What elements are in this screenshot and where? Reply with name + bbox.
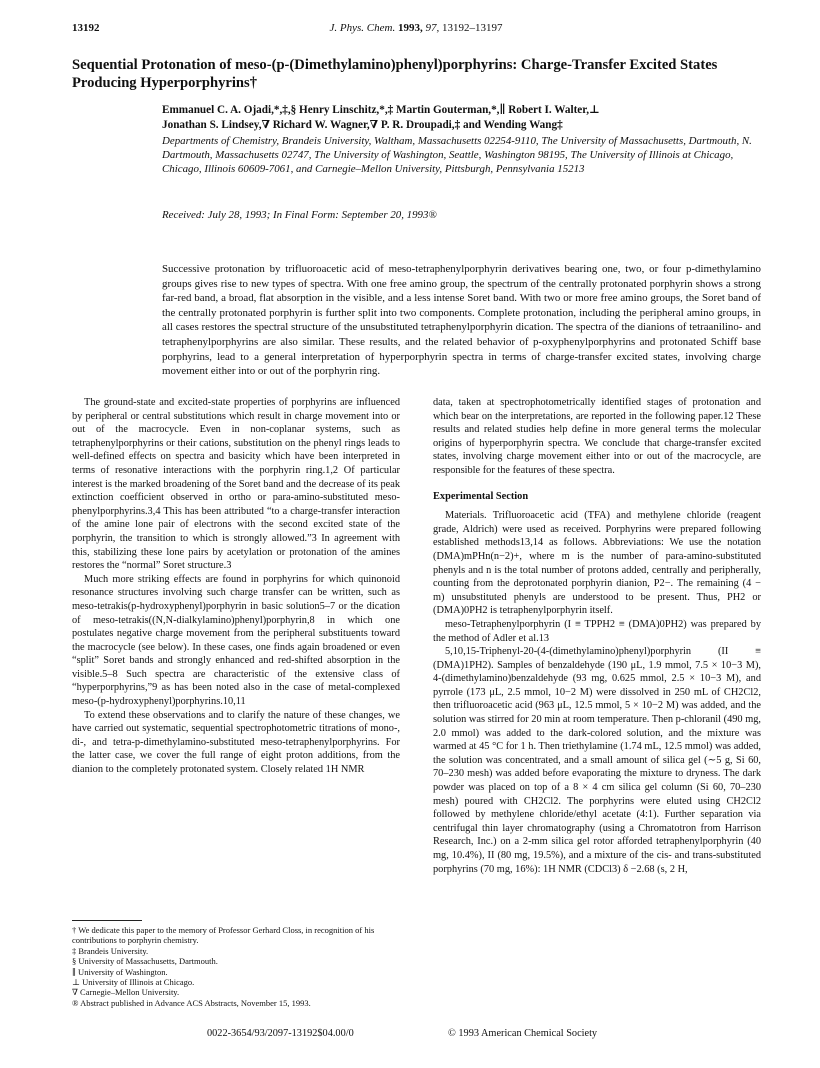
footnote: ∇ Carnegie–Mellon University. xyxy=(72,987,180,998)
paragraph-intro-3: To extend these observations and to clarify the nature of these changes, we have carried out systematic, sequential spectrophotometric titrations of mono-, di-, and tetra-p-dimethylamino-substituted meso-tetraphenylporphyrins. For the latter case, we cover the full range of eight proton additions, from the dianion to the completely protonated system. Closely related 1H NMR xyxy=(72,709,400,776)
footnote: † We dedicate this paper to the memory of Professor Gerhard Closs, in recognition of his contributions to porphyrin chemistry. xyxy=(72,925,375,946)
body-column-left xyxy=(72,396,400,777)
body-column-right xyxy=(433,396,761,876)
journal-citation xyxy=(72,22,760,34)
journal-name: J. Phys. Chem. xyxy=(329,22,396,34)
footnote: ® Abstract published in Advance ACS Abstracts, November 15, 1993. xyxy=(72,997,311,1008)
footnote: ⊥ University of Illinois at Chicago. xyxy=(72,977,195,988)
abstract: Successive protonation by trifluoroacetic acid of meso-tetraphenylporphyrin derivatives bearing one, two, or four p-dimethylamino groups gives rise to new types of spectra. With one free amino group, the spectrum of the centrally protonated porphyrin shows a strong far-red band, a broad, flat absorption in the visible, and a less intense Soret band. With two or more free amino groups, the Soret band of the centrally protonated porphyrin is further split into two components. Complete protonation, including the peripheral amino groups, in all cases restores the spectral structure of the unsubstituted tetraphenylporphyrin dication. The spectra of the dianions of tetraanilino- and tetraphenylporphyrins are also similar. These results, and the related behavior of p-oxyphenylporphyrins and protonated Schiff base porphyrins, lead to a general interpretation of hyperporphyrin spectra in terms of charge-transfer excited states, involving charge movement either into or out of the porphyrin ring. xyxy=(162,263,761,378)
paragraph-compound-ii: 5,10,15-Triphenyl-20-(4-(dimethylamino)phenyl)porphyrin (II ≡ (DMA)1PH2). Samples of benzaldehyde (190 μL, 1.9 mmol, 7.5 × 10−3 M), 4-(dimethylamino)benzaldehyde (93 mg, 0.625 mmol, 2.5 × 10−3 M), and pyrrole (173 μL, 2.5 mmol, 10−2 M) were dissolved in 250 mL of CH2Cl2, then trifluoroacetic acid (963 μL, 12.5 mmol, 5 × 10−2 M) was added, and the solution was stirred for 20 min at room temperature. Then p-chloranil (490 mg, 2.0 mmol) was added to the dark-colored solution, and the mixture was warmed at 45 °C for 1 h. Then triethylamine (1.74 mL, 12.5 mmol) was added, the solution was concentrated, and a small amount of silica gel (∼5 g, Si 60, 70–230 mesh) was added before evaporating the mixture to dryness. The dark powder was placed on top of a 8 × 4 cm silica gel column (Si 60, 70–230 mesh) poured with CH2Cl2. The porphyrins were eluted using CH2Cl2 followed by methylene chloride/ethyl acetate (4:1). Further separation via centrifugal thin layer chromatography (using a Chromatotron from Harrison Research, Inc.) on a 2-mm silica gel rotor afforded tetraphenylporphyrin (40 mg, 10.4%), II (80 mg, 19.5%), and a mixture of the cis- and trans-substituted porphyrins (70 mg, 16%): 1H NMR (CDCl3) δ −2.68 (s, 2 H, xyxy=(433,646,761,875)
paragraph-intro-1: The ground-state and excited-state properties of porphyrins are influenced by peripheral or central substitutions which result in charge movement into or out of the macrocycle. Even in non-coplanar systems, such as tetraphenylporphyrins or their cations, substitution on the phenyl rings leads to well-defined effects on spectra and basicity which have been interpreted in terms of resonative interactions with the porphyrin ring.1,2 Of particular interest is the marked broadening of the Soret band and the decrease of its peak extinction coefficient observed in ortho or para-amino-substituted meso-phenylporphyrins.3,4 This has been attributed “to a charge-transfer interaction of the amine lone pair of electrons with the second excited state of the porphyrin, the transition to which is strongly allowed.”3 In agreement with this, stabilizing these lone pairs by acetylation or protonation of the amines restores the “normal” Soret structure.3 xyxy=(72,397,401,572)
running-header xyxy=(72,22,760,40)
page-number: 13192 xyxy=(72,22,100,34)
footnote: § University of Massachusetts, Dartmouth. xyxy=(72,956,218,967)
footnote: ‡ Brandeis University. xyxy=(72,945,149,956)
paragraph-intro-4: data, taken at spectrophotometrically identified stages of protonation and which bear on the interpretations, are reported in the following paper.12 These results and related studies help define in more general terms the molecular origins of hyperporphyrin spectra. We conclude that charge-transfer excited states, involving charge movement either into or out of the macrocycle, are responsible for the features of these spectra. xyxy=(433,397,761,476)
author-list xyxy=(162,103,762,132)
paragraph-materials: Materials. Trifluoroacetic acid (TFA) and methylene chloride (reagent grade, Aldrich) were used as received. Porphyrins were prepared following established methods13,14 as follows. Abbreviations: We use the notation (DMA)mPHn(n−2)+, where m is the number of para-amino-substituted phenyls and n is the total number of protons added, centrally and peripherally, counting from the deprotonated porphyrin dianion, P2−. The remaining (4 − m) unsubstituted phenyls are understood to be present. Thus, PH2 or (DMA)0PH2 is tetraphenylporphyrin itself. xyxy=(433,510,761,617)
journal-pages: 13192–13197 xyxy=(441,22,503,34)
journal-volume: 97, xyxy=(425,22,440,34)
paragraph-compound-i: meso-Tetraphenylporphyrin (I ≡ TPPH2 ≡ (DMA)0PH2) was prepared by the method of Adler et al.13 xyxy=(433,618,761,644)
affiliations: Departments of Chemistry, Brandeis University, Waltham, Massachusetts 02254-9110, The University of Massachusetts, Dartmouth, N. Dartmouth, Massachusetts 02747, The University of Washington, Seattle, Washington 98195, The University of Illinois at Chicago, Chicago, Illinois 60609-7061, and Carnegie–Mellon University, Pittsburgh, Pennsylvania 15213 xyxy=(162,135,752,175)
section-heading-experimental: Experimental Section xyxy=(433,490,529,502)
copyright: © 1993 American Chemical Society xyxy=(448,1028,598,1039)
received-dates: Received: July 28, 1993; In Final Form: September 20, 1993® xyxy=(162,209,437,221)
article-code: 0022-3654/93/2097-13192$04.00/0 xyxy=(207,1028,354,1039)
footnote-rule xyxy=(72,920,142,921)
footnotes xyxy=(72,920,400,1008)
footnote: ∥ University of Washington. xyxy=(72,966,168,977)
article-title: Sequential Protonation of meso-(p-(Dimethylamino)phenyl)porphyrins: Charge-Transfer Excited States Producing Hyperporphyrins† xyxy=(72,57,718,91)
paragraph-intro-2: Much more striking effects are found in porphyrins for which quinonoid resonance structures involving such charge transfer can be written, such as meso-tetrakis(p-hydroxyphenyl)porphyrin in basic solution5–7 or the dication of meso-tetrakis((N,N-dialkylamino)phenyl)porphyrin,8 in which one postulates negative charge movement from the peripheral substituents toward the macrocycle (see below). In these cases, one finds again broadened or even “split” Soret bands and strongly enhanced and red-shifted absorption in the visible.5–8 Such spectra are characteristic of the extensive class of “hyperporphyrins,”9 as has been noted also in the case of metal-complexed meso-(p-hydroxyphenyl)porphyrins.10,11 xyxy=(72,573,400,708)
author-line-1: Emmanuel C. A. Ojadi,*,‡,§ Henry Linschitz,*,‡ Martin Gouterman,*,∥ Robert I. Walter,⊥ xyxy=(162,104,600,116)
author-line-2: Jonathan S. Lindsey,∇ Richard W. Wagner,∇ P. R. Droupadi,‡ and Wending Wang‡ xyxy=(162,118,563,131)
journal-year: 1993, xyxy=(397,22,423,34)
